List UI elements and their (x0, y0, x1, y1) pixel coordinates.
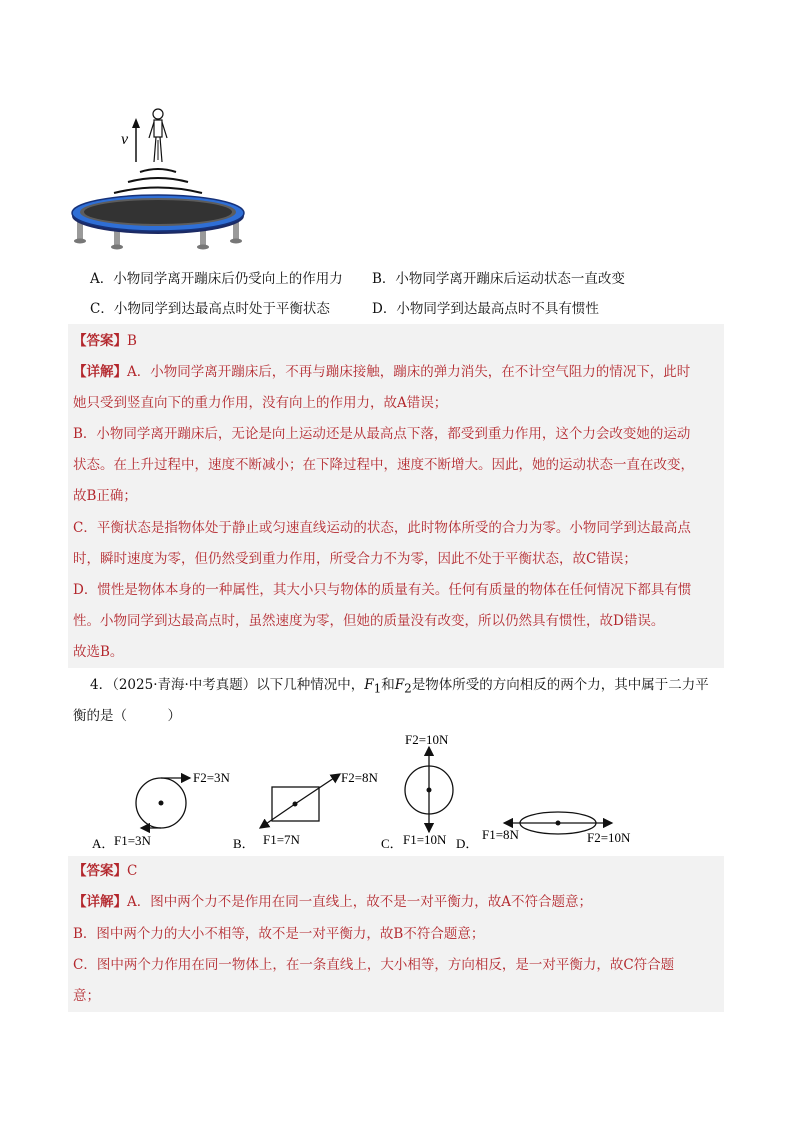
detail-text: 意； (73, 988, 100, 1004)
q4-stem-line2: 衡的是（ ） (73, 708, 181, 724)
fig-a-f2-label: F2=3N (193, 770, 230, 785)
stem-text: 4．（2025·青海·中考真题）以下几种情况中， (90, 677, 365, 693)
option-c: C．小物同学到达最高点时处于平衡状态 (90, 301, 330, 317)
option-b: B．小物同学离开蹦床后运动状态一直改变 (372, 271, 625, 287)
answer-tag: 【答案】 (73, 863, 127, 879)
answer-value: C (127, 863, 138, 879)
detail-text: B．小物同学离开蹦床后，无论是向上运动还是从最高点下落，都受到重力作用，这个力会改变她的运动 (73, 426, 691, 442)
detail-text: 状态。在上升过程中，速度不断减小；在下降过程中，速度不断增大。因此，她的运动状态一直在改变， (73, 457, 694, 473)
trampoline-figure (70, 100, 250, 255)
fig-d-f1-label: F1=8N (482, 827, 519, 842)
option-a: A．小物同学离开蹦床后仍受向上的作用力 (90, 271, 343, 287)
stem-text: 和 (381, 677, 395, 693)
detail-text: C．平衡状态是指物体处于静止或匀速直线运动的状态，此时物体所受的合力为零。小物同学到达最高点 (73, 520, 691, 536)
fig-b-label: B． (233, 836, 255, 851)
f2-subscript: 2 (404, 681, 412, 696)
f1-subscript: 1 (373, 681, 382, 696)
q3-answer-line (73, 331, 137, 351)
q4-stem-line1 (90, 675, 709, 699)
detail-text: 故B正确； (73, 488, 137, 504)
q4-detail-line (73, 892, 592, 912)
fig-c-f1-label: F1=10N (403, 832, 447, 847)
detail-text: 性。小物同学到达最高点时，虽然速度为零，但她的质量没有改变，所以仍然具有惯性，故D错误。 (73, 613, 665, 629)
fig-a-f1-label: F1=3N (114, 833, 151, 848)
detail-text: A．图中两个力不是作用在同一直线上，故不是一对平衡力，故A不符合题意； (127, 894, 592, 910)
detail-text: C．图中两个力作用在同一物体上，在一条直线上，大小相等，方向相反，是一对平衡力，故C符合题 (73, 957, 675, 973)
q4-force-diagrams (80, 730, 660, 852)
answer-value: B (127, 333, 137, 349)
detail-text: 她只受到竖直向下的重力作用，没有向上的作用力，故A错误； (73, 395, 448, 411)
fig-d-f2-label: F2=10N (587, 830, 631, 845)
detail-text: 故选B。 (73, 644, 124, 660)
fig-a-label: A． (92, 836, 115, 851)
answer-tag: 【答案】 (73, 333, 127, 349)
f2-symbol: F (394, 677, 405, 693)
detail-text: 时，瞬时速度为零，但仍然受到重力作用，所受合力不为零，因此不处于平衡状态，故C错误； (73, 551, 637, 567)
detail-text: B．图中两个力的大小不相等，故不是一对平衡力，故B不符合题意； (73, 926, 485, 942)
q3-detail-line (73, 362, 690, 382)
fig-c-f2-label: F2=10N (405, 732, 449, 747)
option-d: D．小物同学到达最高点时不具有惯性 (372, 301, 599, 317)
detail-text: A．小物同学离开蹦床后，不再与蹦床接触，蹦床的弹力消失，在不计空气阻力的情况下，此时 (127, 364, 691, 380)
velocity-label: v (121, 131, 129, 148)
fig-c-label: C． (381, 836, 403, 851)
detail-text: D．惯性是物体本身的一种属性，其大小只与物体的质量有关。任何有质量的物体在任何情况下都具有惯 (73, 582, 692, 598)
fig-b-f1-label: F1=7N (263, 832, 300, 847)
detail-tag: 【详解】 (73, 364, 127, 380)
fig-d-label: D． (456, 836, 479, 851)
detail-tag: 【详解】 (73, 894, 127, 910)
stem-text: 是物体所受的方向相反的两个力，其中属于二力平 (411, 677, 709, 693)
f1-symbol: F (364, 677, 374, 693)
fig-b-f2-label: F2=8N (341, 770, 378, 785)
q4-answer-line (73, 861, 137, 881)
